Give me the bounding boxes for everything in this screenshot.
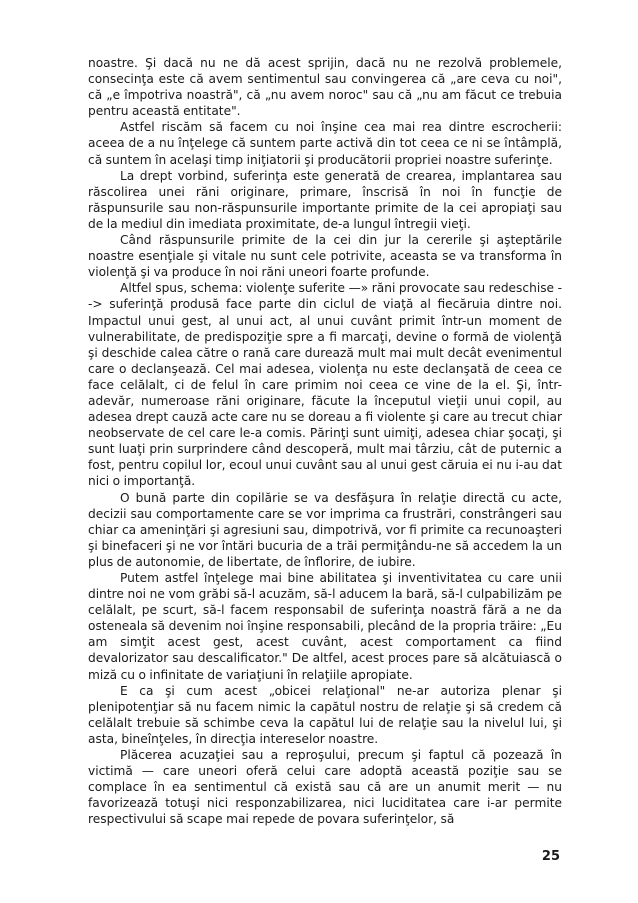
paragraph: O bună parte din copilărie se va desfăşura în relaţie directă cu acte, decizii sau comportamente care se vor imprima ca frustrări, constrângeri sau chiar ca ameninţări şi agresiuni sau, dimpotrivă, vor fi primite ca recunoaşteri şi binefaceri şi ne vor întări bucuria de a trăi permiţându-ne să accedem la un plus de autonomie, de libertate, de înflorire, de iubire. <box>88 490 562 569</box>
paragraph: La drept vorbind, suferinţa este generată de crearea, implantarea sau răscolirea unei răni originare, primare, înscrisă în noi în funcţie de răspunsurile sau non-răspunsurile importante primite de la cei apropiaţi sau de la mediul din imediata proximitate, de-a lungul întregii vieţi. <box>88 168 562 231</box>
paragraph: Când răspunsurile primite de la cei din jur la cererile şi aşteptările noastre esenţiale şi vitale nu sunt cele potrivite, aceasta se va transforma în violenţă şi va produce în noi răni uneori foarte profunde. <box>88 233 562 280</box>
paragraph: Putem astfel înţelege mai bine abilitatea şi inventivitatea cu care unii dintre noi ne vom grăbi să-l acuzăm, să-l aducem la bară, să-l culpabilizăm pe celălalt, pe scurt, să-l facem responsabil de suferinţa noastră fără a ne da osteneala să devenim noi înşine responsabili, plecând de la propria trăire: „Eu am simţit acest gest, acest cuvânt, acest comportament ca fiind devalorizator sau descalificator." De altfel, acest proces pare să alcătuiască o miză cu o infinitate de variaţiuni în relaţiile apropiate. <box>88 571 562 682</box>
page-number: 25 <box>541 849 560 864</box>
page-body <box>88 55 562 828</box>
paragraph-continuation: noastre. Şi dacă nu ne dă acest sprijin, dacă nu ne rezolvă problemele, consecinţa este că avem sentimentul sau convingerea că „are ceva cu noi", că „e împotriva noastră", că „nu avem noroc" sau că „nu am făcut ce trebuia pentru această entitate". <box>88 56 562 119</box>
paragraph: Plăcerea acuzaţiei sau a reproşului, precum şi faptul că pozează în victimă — care uneori oferă celui care adoptă această poziţie sau se complace în ea sentimentul că există sau că are un anumit merit — nu favorizează totuşi nici responzabilizarea, nici luciditatea care i-ar permite respectivului să scape mai repede de povara suferinţelor, să <box>88 748 562 827</box>
paragraph: Altfel spus, schema: violenţe suferite —» răni provocate sau redeschise --> suferinţă produsă face parte din ciclul de viaţă al fiecăruia dintre noi. Impactul unui gest, al unui act, al unui cuvânt primit într-un moment de vulnerabilitate, de predispoziţie spre a fi marcaţi, devine o formă de violenţă şi deschide calea către o rană care durează mult mai mult decât evenimentul care o declanşează. Cel mai adesea, violenţa nu este declanşată de ceea ce face celălalt, ci de felul în care primim noi ceea ce vine de la el. Şi, într-adevăr, numeroase răni originare, făcute la începutul vieţii unui copil, au adesea drept cauză acte care nu se doreau a fi violente şi care au trecut chiar neobservate de cel care le-a comis. Părinţi sunt uimiţi, adesea chiar şocaţi, şi sunt luaţi prin surprindere când descoperă, mult mai târziu, cât de puternic a fost, pentru copilul lor, ecoul unui cuvânt sau al unui gest căruia ei nu i-au dat nici o importanţă. <box>88 281 562 489</box>
paragraph: E ca şi cum acest „obicei relaţional" ne-ar autoriza plenar şi plenipotenţiar să nu facem nimic la capătul nostru de relaţie şi să credem că celălalt trebuie să schimbe ceva la capătul lui de relaţie sau la nivelul lui, şi asta, bineînţeles, în direcţia intereselor noastre. <box>88 683 562 746</box>
paragraph: Astfel riscăm să facem cu noi înşine cea mai rea dintre escrocherii: aceea de a nu înţelege că suntem parte activă din tot ceea ce ni se întâmplă, că suntem în acelaşi timp iniţiatorii şi producătorii propriei noastre suferinţe. <box>88 120 562 167</box>
